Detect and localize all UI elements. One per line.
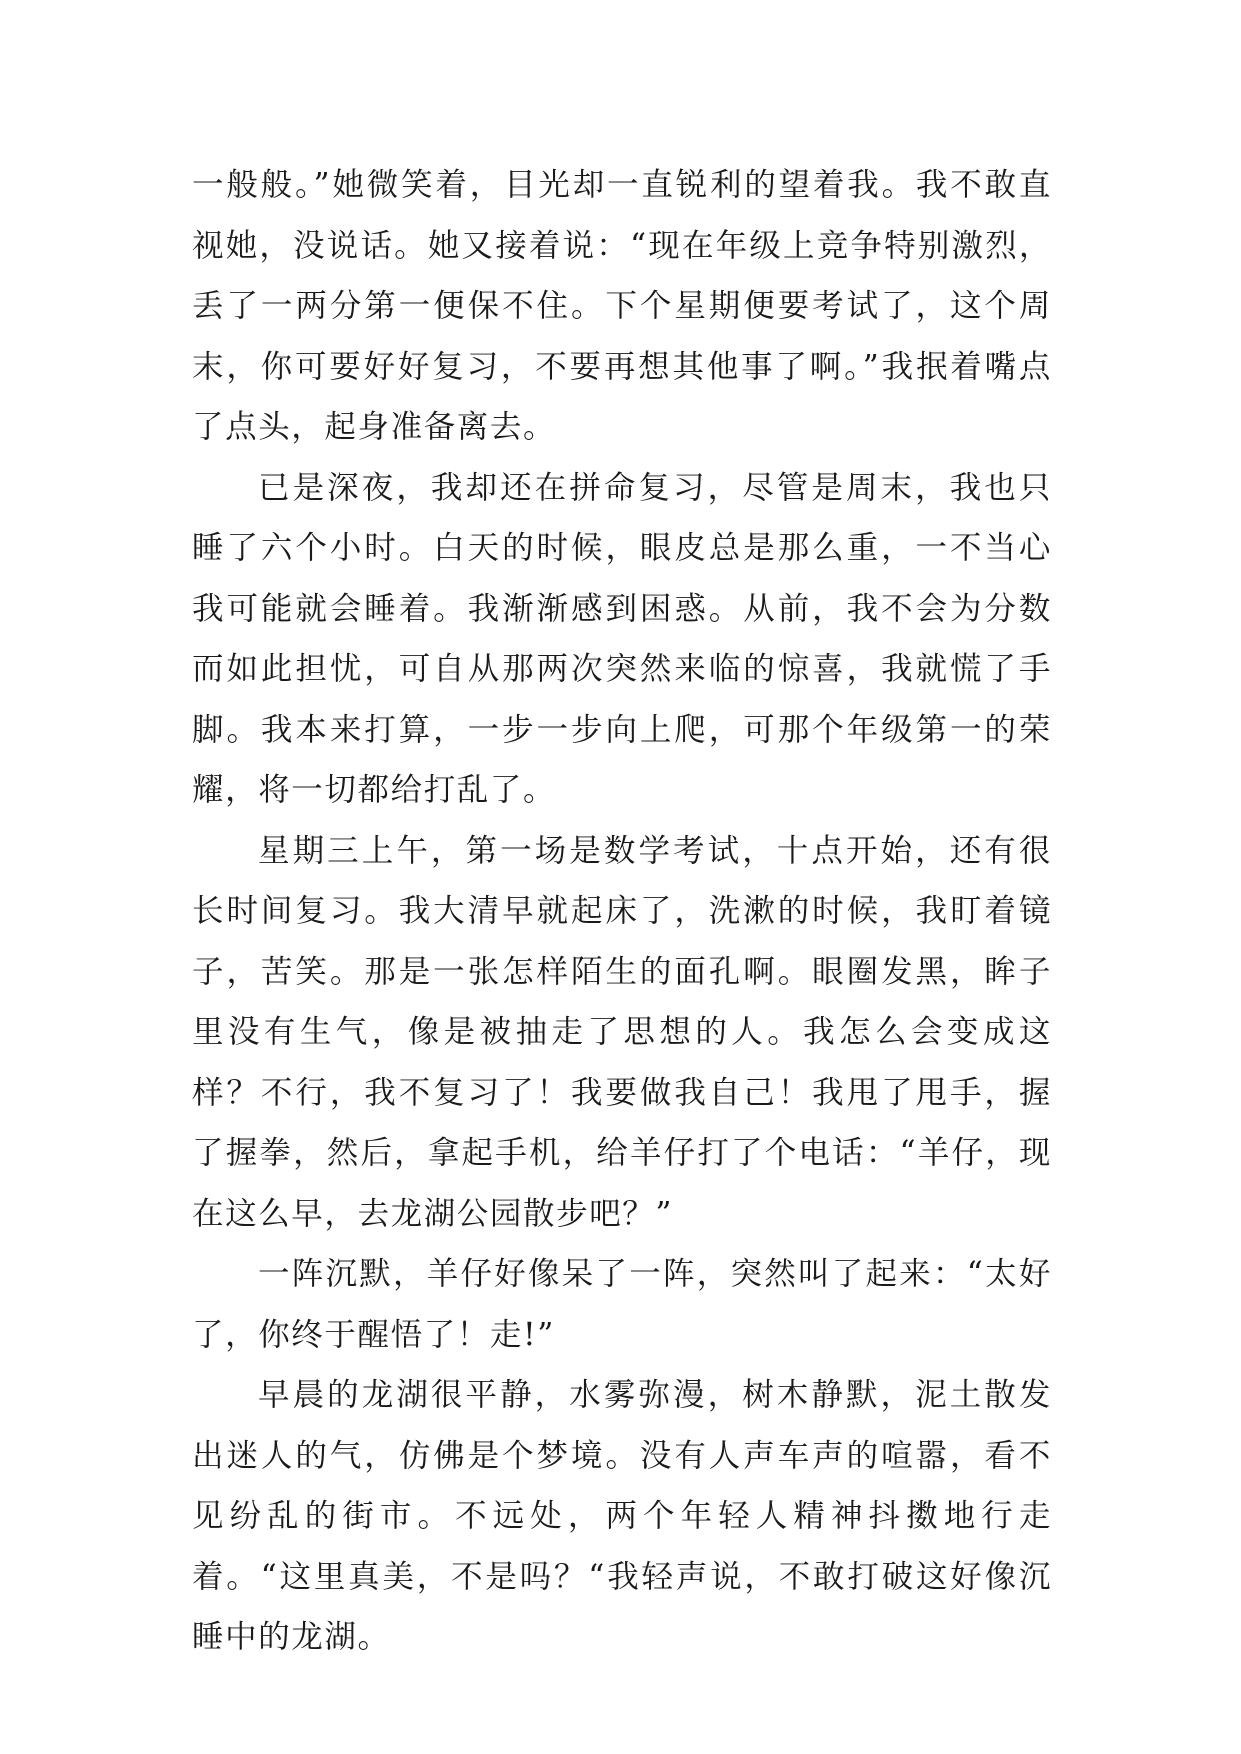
paragraph-5: 早晨的龙湖很平静，水雾弥漫，树木静默，泥土散发出迷人的气，仿佛是个梦境。没有人声车声的喧嚣，看不见纷乱的街市。不远处，两个年轻人精神抖擞地行走着。“这里真美，不是吗？“我轻声说，不敢打破这好像沉睡中的龙湖。 — [192, 1377, 1052, 1655]
paragraph-3: 星期三上午，第一场是数学考试，十点开始，还有很长时间复习。我大清早就起床了，洗漱的时候，我盯着镜子，苦笑。那是一张怎样陌生的面孔啊。眼圈发黑，眸子里没有生气，像是被抽走了思想的人。我怎么会变成这样？不行，我不复习了！我要做我自己！我甩了甩手，握了握拳，然后，拿起手机，给羊仔打了个电话：“羊仔，现在这么早，去龙湖公园散步吧？” — [192, 832, 1052, 1232]
paragraph-1: 一般般。”她微笑着，目光却一直锐利的望着我。我不敢直视她，没说话。她又接着说：“现在年级上竞争特别激烈，丢了一两分第一便保不住。下个星期便要考试了，这个周末，你可要好好复习，不要再想其他事了啊。”我抿着嘴点了点头，起身准备离去。 — [192, 167, 1052, 445]
paragraph-4: 一阵沉默，羊仔好像呆了一阵，突然叫了起来：“太好了，你终于醒悟了！走!” — [192, 1256, 1052, 1353]
document-body — [192, 155, 1052, 1668]
paragraph-2: 已是深夜，我却还在拼命复习，尽管是周末，我也只睡了六个小时。白天的时候，眼皮总是那么重，一不当心我可能就会睡着。我渐渐感到困惑。从前，我不会为分数而如此担忧，可自从那两次突然来临的惊喜，我就慌了手脚。我本来打算，一步一步向上爬，可那个年级第一的荣耀，将一切都给打乱了。 — [192, 469, 1052, 808]
